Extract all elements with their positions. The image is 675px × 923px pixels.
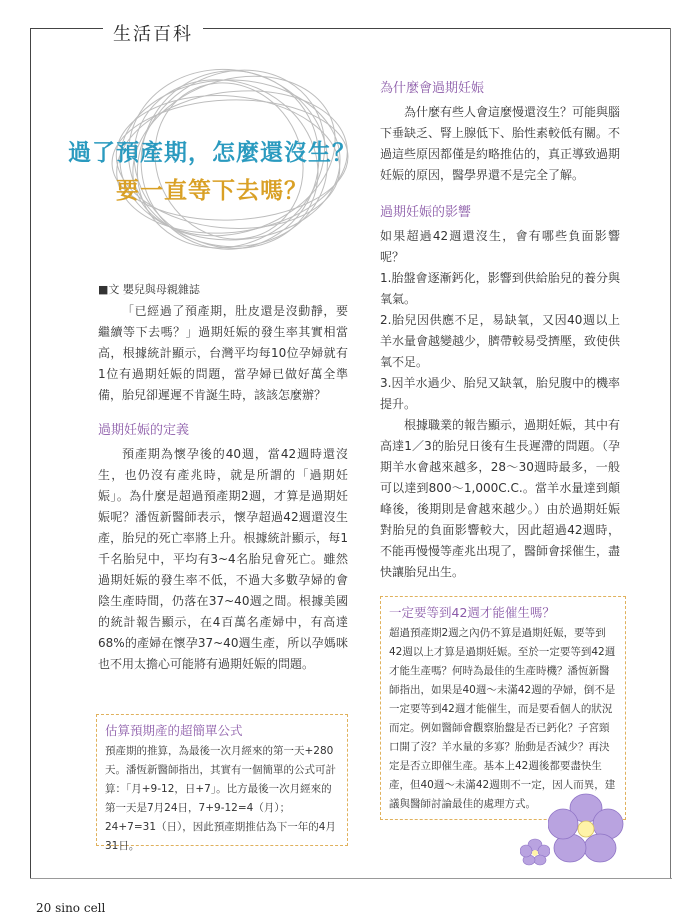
section-label: 生活百科 <box>103 20 203 46</box>
induction-box-title: 一定要等到42週才能催生嗎？ <box>389 605 555 620</box>
formula-box-text: 預產期的推算，為最後一次月經來的第一天+280天。潘恆新醫師指出，其實有一個簡單的公式可計算：「月+9-12，日+7」。比方最後一次月經來的第一天是7月24日，7+9-12=4（月）；24+7=31（日），因此預產期推估為下一年的4月31日。 <box>105 745 336 852</box>
headline-line-2 <box>62 172 362 205</box>
headline-rest: 一直等下去嗎？ <box>140 177 308 204</box>
right-column <box>380 78 620 583</box>
induction-box <box>380 596 626 820</box>
formula-box-title: 估算預期產的超簡單公式 <box>105 723 243 738</box>
headline-accent: 要 <box>116 177 140 204</box>
effect-heading: 過期妊娠的影響 <box>380 205 472 220</box>
page-frame-right <box>670 28 671 878</box>
headline-line-1: 過了預產期，怎麼還沒生？ <box>68 139 356 166</box>
effect-item-1: 1.胎盤會逐漸鈣化，影響到供給胎兒的養分與氧氣。 <box>380 271 620 306</box>
page-frame-bottom <box>30 878 672 879</box>
flower-large-icon <box>548 792 624 864</box>
left-column <box>98 297 348 675</box>
why-paragraph: 為什麼有些人會這麼慢還沒生？可能與腦下垂缺乏、腎上腺低下、胎性素較低有關。不過這些原因都僅是約略推估的，真正導致過期妊娠的原因，醫學界還不是完全了解。 <box>380 105 621 182</box>
definition-heading: 過期妊娠的定義 <box>98 423 190 438</box>
page-footer: 20 sino cell <box>36 901 106 915</box>
effect-item-2: 2.胎兒因供應不足，易缺氧，又因40週以上羊水量會越變越少，臍帶較易受擠壓，致使供氧不足。 <box>380 313 621 369</box>
definition-paragraph: 預產期為懷孕後的40週，當42週時還沒生，也仍沒有產兆時，就是所謂的「過期妊娠」。為什麼是超過預產期2週，才算是過期妊娠呢？潘恆新醫師表示，懷孕超過42週還沒生產，胎兒的死亡率將上升。根據統計顯示，每1千名胎兒中，平均有3~4名胎兒會死亡。雖然過期妊娠的發生率不低，不過大多數孕婦的會陰生產時間，仍落在37~40週之間。根據美國的統計報告顯示，在4百萬名產婦中，有高達68%的產婦在懷孕37~40週生產，所以孕媽咪也不用太擔心可能將有過期妊娠的問題。 <box>98 447 348 671</box>
intro-paragraph: 「已經過了預產期，肚皮還是沒動靜，要繼續等下去嗎？」過期妊娠的發生率其實相當高，根據統計顯示，台灣平均每10位孕婦就有1位有過期妊娠的問題，當孕婦已做好萬全準備，胎兒卻遲遲不肯誕生時，該該怎麼辦？ <box>98 304 348 402</box>
induction-box-text: 超過預產期2週之內仍不算是過期妊娠，要等到42週以上才算是過期妊娠。至於一定要等到42週才能生產嗎？何時為最佳的生產時機？潘恆新醫師指出，如果是40週～未滿42週的孕婦，倒不是一定要等到42週才能催生，而是要看個人的狀況而定。例如醫師會觀察胎盤是否已鈣化？子宮頸口開了沒？羊水量的多寡？胎動是否減少？再決定是否立即催生產。基本上42週後都要盡快生產，但40週～未滿42週則不一定，因人而異，建議與醫師討論最佳的處理方式。 <box>389 627 616 810</box>
why-heading: 為什麼會過期妊娠 <box>380 81 485 96</box>
effect-paragraph: 根據職業的報告顯示，過期妊娠，其中有高達1／3的胎兒日後有生長遲滯的問題。（孕期羊水會越來越多，28～30週時最多，一般可以達到800～1,000C.C.。當羊水量達到顛峰後，後期則是會越來越少。）由於過期妊娠對胎兒的負面影響較大，因此超過42週時，不能再慢慢等產兆出現了，醫師會採催生，盡快讓胎兒出生。 <box>380 418 621 579</box>
flower-small-icon <box>520 838 550 866</box>
effect-intro: 如果超過42週還沒生，會有哪些負面影響呢？ <box>380 229 620 264</box>
effect-item-3: 3.因羊水過少、胎兒又缺氧，胎兒腹中的機率提升。 <box>380 376 620 411</box>
author-credit: ■文 嬰兒與母親雜誌 <box>98 283 200 296</box>
formula-box <box>96 714 348 852</box>
